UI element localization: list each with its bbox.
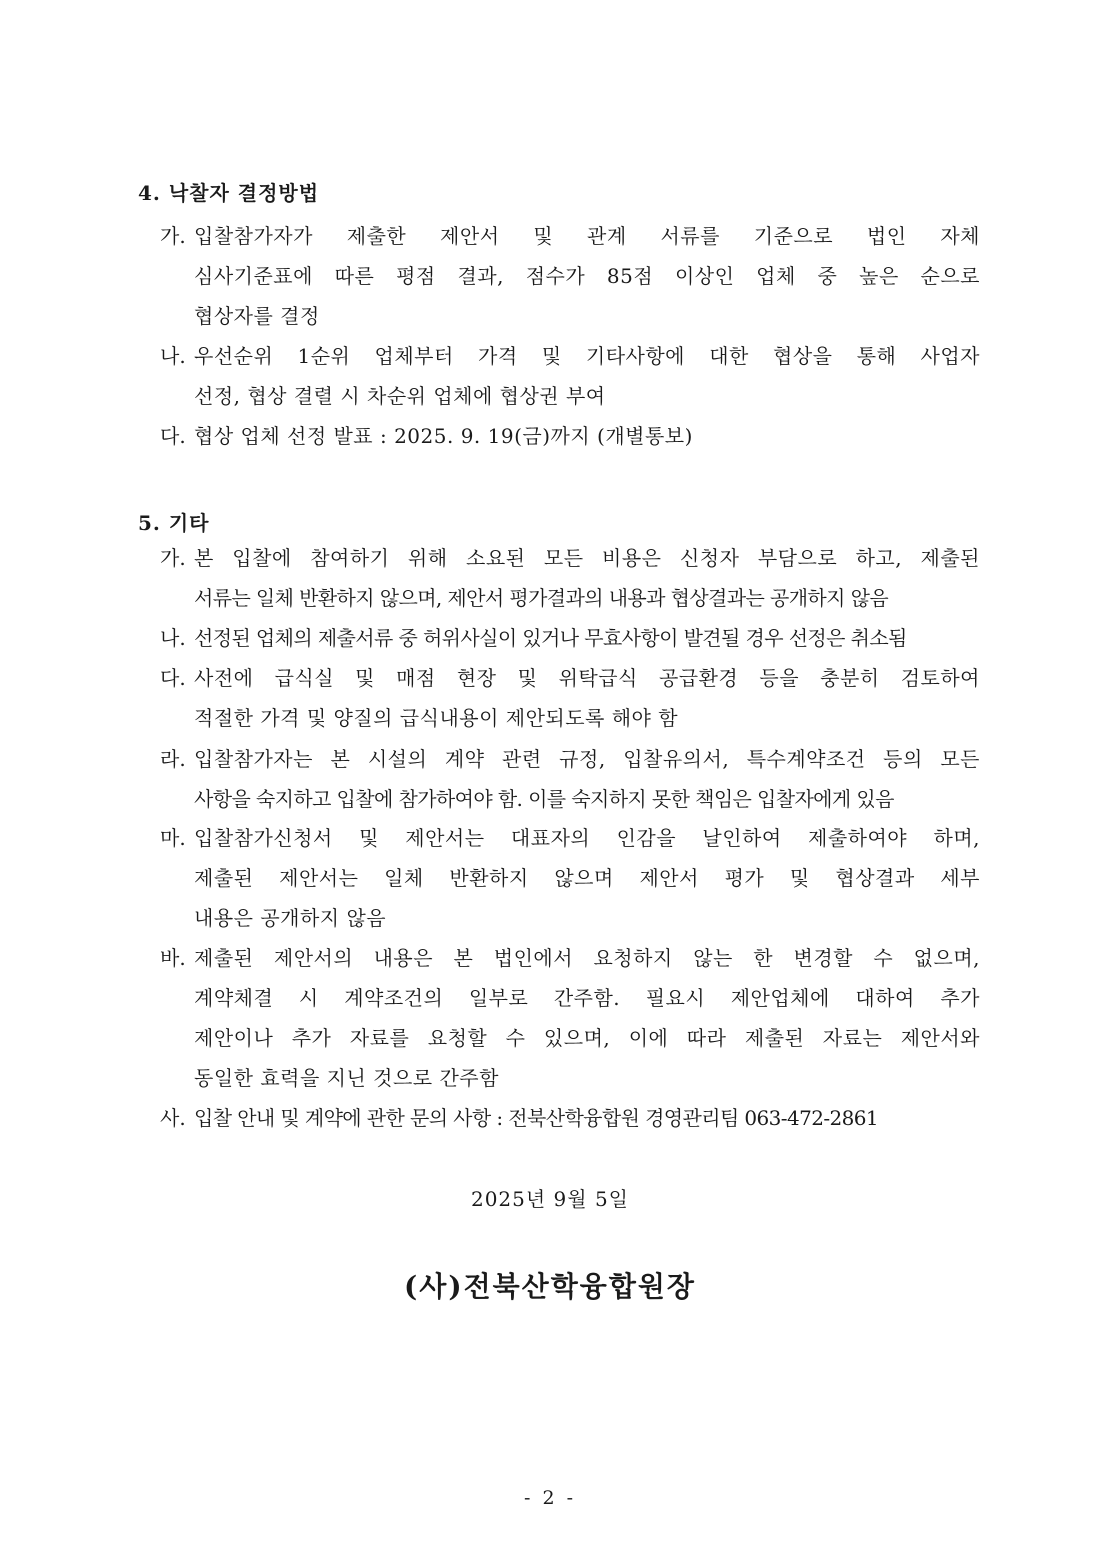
item-line: 선정된 업체의 제출서류 중 허위사실이 있거나 무효사항이 발견될 경우 선정은 취소됨 bbox=[194, 626, 907, 650]
item-text bbox=[194, 658, 980, 738]
item-marker: 다. bbox=[160, 666, 186, 690]
section-5-item-ba bbox=[160, 938, 980, 1098]
section-5-item-ma bbox=[160, 818, 980, 938]
item-marker: 라. bbox=[160, 747, 186, 771]
item-text bbox=[194, 336, 980, 416]
signer-name: (사)전북산학융합원장 bbox=[404, 1270, 696, 1303]
item-line: 제출된 제안서는 일체 반환하지 않으며 제안서 평가 및 협상결과 세부 bbox=[194, 866, 980, 890]
item-text bbox=[194, 416, 980, 456]
item-marker: 가. bbox=[160, 224, 186, 248]
section-5-item-ra bbox=[160, 739, 980, 819]
section-5-item-sa bbox=[160, 1098, 980, 1138]
item-text bbox=[194, 739, 980, 819]
item-marker: 나. bbox=[160, 626, 186, 650]
item-line: 협상 업체 선정 발표 : 2025. 9. 19(금)까지 (개별통보) bbox=[194, 424, 693, 448]
item-line: 적절한 가격 및 양질의 급식내용이 제안되도록 해야 함 bbox=[194, 706, 679, 730]
item-marker: 가. bbox=[160, 546, 186, 570]
item-line: 내용은 공개하지 않음 bbox=[194, 906, 387, 930]
item-text bbox=[194, 1098, 980, 1138]
item-line: 입찰참가신청서 및 제안서는 대표자의 인감을 날인하여 제출하여야 하며, bbox=[194, 826, 980, 850]
page-number: - 2 - bbox=[523, 1487, 576, 1509]
section-5-item-ga bbox=[160, 538, 980, 618]
item-line: 본 입찰에 참여하기 위해 소요된 모든 비용은 신청자 부담으로 하고, 제출된 bbox=[194, 546, 980, 570]
item-marker: 사. bbox=[160, 1106, 186, 1130]
item-line: 제출된 제안서의 내용은 본 법인에서 요청하지 않는 한 변경할 수 없으며, bbox=[194, 946, 980, 970]
section-4-title: 4. 낙찰자 결정방법 bbox=[138, 181, 320, 205]
item-line: 입찰참가자는 본 시설의 계약 관련 규정, 입찰유의서, 특수계약조건 등의 모든 bbox=[194, 747, 980, 771]
section-4-item-da bbox=[160, 416, 980, 456]
item-line: 입찰참가자가 제출한 제안서 및 관계 서류를 기준으로 법인 자체 bbox=[194, 224, 980, 248]
item-line: 제안이나 추가 자료를 요청할 수 있으며, 이에 따라 제출된 자료는 제안서와 bbox=[194, 1026, 980, 1050]
item-marker: 다. bbox=[160, 424, 186, 448]
section-4-item-na bbox=[160, 336, 980, 416]
item-text bbox=[194, 818, 980, 938]
document-date: 2025년 9월 5일 bbox=[470, 1187, 630, 1211]
section-5-item-da bbox=[160, 658, 980, 738]
section-4-item-ga bbox=[160, 216, 980, 336]
item-line: 사항을 숙지하고 입찰에 참가하여야 함. 이를 숙지하지 못한 책임은 입찰자에게 있음 bbox=[194, 787, 894, 811]
section-5-item-na bbox=[160, 618, 980, 658]
item-line: 사전에 급식실 및 매점 현장 및 위탁급식 공급환경 등을 충분히 검토하여 bbox=[194, 666, 980, 690]
item-line: 심사기준표에 따른 평점 결과, 점수가 85점 이상인 업체 중 높은 순으로 bbox=[194, 264, 980, 288]
item-text bbox=[194, 938, 980, 1098]
item-line: 서류는 일체 반환하지 않으며, 제안서 평가결과의 내용과 협상결과는 공개하지 않음 bbox=[194, 586, 889, 610]
item-line: 계약체결 시 계약조건의 일부로 간주함. 필요시 제안업체에 대하여 추가 bbox=[194, 986, 980, 1010]
item-line: 입찰 안내 및 계약에 관한 문의 사항 : 전북산학융합원 경영관리팀 063-472-2861 bbox=[194, 1106, 878, 1130]
item-text bbox=[194, 538, 980, 618]
section-5-title: 5. 기타 bbox=[138, 511, 210, 535]
item-marker: 바. bbox=[160, 946, 186, 970]
item-line: 우선순위 1순위 업체부터 가격 및 기타사항에 대한 협상을 통해 사업자 bbox=[194, 344, 980, 368]
item-line: 선정, 협상 결렬 시 차순위 업체에 협상권 부여 bbox=[194, 384, 606, 408]
item-text bbox=[194, 216, 980, 336]
item-marker: 마. bbox=[160, 826, 186, 850]
item-text bbox=[194, 618, 980, 658]
item-line: 동일한 효력을 지닌 것으로 간주함 bbox=[194, 1066, 499, 1090]
item-line: 협상자를 결정 bbox=[194, 304, 320, 328]
item-marker: 나. bbox=[160, 344, 186, 368]
